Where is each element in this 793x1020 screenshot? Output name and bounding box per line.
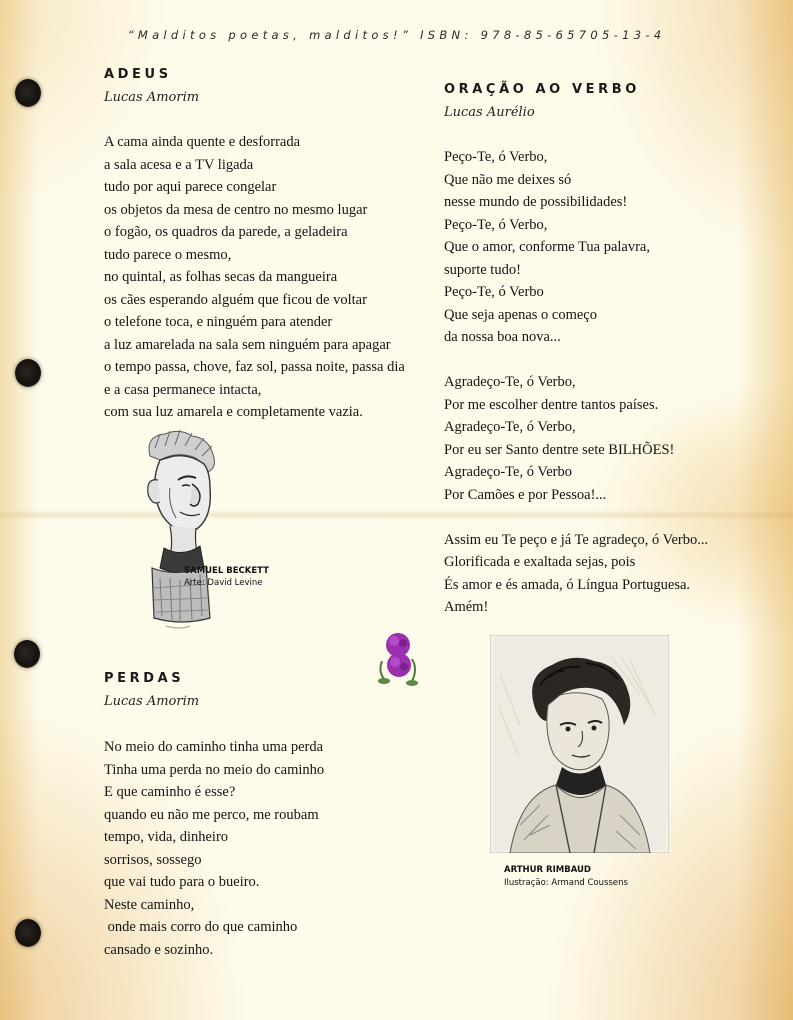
caption-credit-levine: Arte: David Levine — [184, 578, 263, 588]
poem-author-perdas: Lucas Amorim — [104, 694, 200, 709]
sketch-portrait-icon — [490, 635, 669, 853]
page-header: “Malditos poetas, malditos!” ISBN: 978-85-65705-13-4 — [127, 28, 666, 42]
poem-title-perdas: PERDAS — [104, 671, 185, 686]
poem-body-oracao-ao-verbo: Peço-Te, ó Verbo, Que não me deixes só nesse mundo de possibilidades! Peço-Te, ó Verbo, Que o amor, conforme Tua palavra, suporte tudo! Peço-Te, ó Verbo Que seja apenas o começo da nossa boa nova... Agradeço-Te, ó Verbo, Por me escolher dentre tantos países. Agradeço-Te, ó Verbo, Por eu ser Santo dentre sete BILHÕES! Agradeço-Te, ó Verbo Por Camões e por Pessoa!... Assim eu Te peço e já Te agradeço, ó Verbo... Glorificada e exaltada sejas, pois És amor e és amada, ó Língua Portuguesa. Amém! — [444, 149, 709, 615]
caricature-portrait-icon — [130, 428, 220, 633]
binder-hole-icon — [15, 919, 41, 947]
poem-body-perdas: No meio do caminho tinha uma perda Tinha uma perda no meio do caminho E que caminho é esse? quando eu não me perco, me roubam tempo, vida, dinheiro sorrisos, sossego que vai tudo para o bueiro. Neste caminho, onde mais corro do que caminho cansado e sozinho. — [104, 739, 325, 958]
binder-hole-icon — [15, 79, 41, 107]
binder-hole-icon — [14, 640, 40, 668]
poem-title-adeus: ADEUS — [104, 67, 172, 82]
poem-author-oracao-ao-verbo: Lucas Aurélio — [444, 105, 535, 120]
poem-title-oracao-ao-verbo: ORAÇÃO AO VERBO — [444, 82, 640, 97]
caption-credit-coussens: Ilustração: Armand Coussens — [504, 878, 628, 888]
binder-hole-icon — [15, 359, 41, 387]
caption-arthur-rimbaud: ARTHUR RIMBAUD — [504, 865, 591, 875]
caption-samuel-beckett: SAMUEL BECKETT — [184, 566, 269, 576]
purple-flower-icon — [376, 631, 420, 687]
poem-body-adeus: A cama ainda quente e desforrada a sala acesa e a TV ligada tudo por aqui parece congelar os objetos da mesa de centro no mesmo lugar o fogão, os quadros da parede, a geladeira tudo parece o mesmo, no quintal, as folhas secas da mangueira os cães esperando alguém que ficou de voltar o telefone toca, e ninguém para atender a luz amarelada na sala sem ninguém para apagar o tempo passa, chove, faz sol, passa noite, passa dia e a casa permanece intacta, com sua luz amarela e completamente vazia. — [104, 134, 405, 420]
poem-author-adeus: Lucas Amorim — [104, 90, 200, 105]
